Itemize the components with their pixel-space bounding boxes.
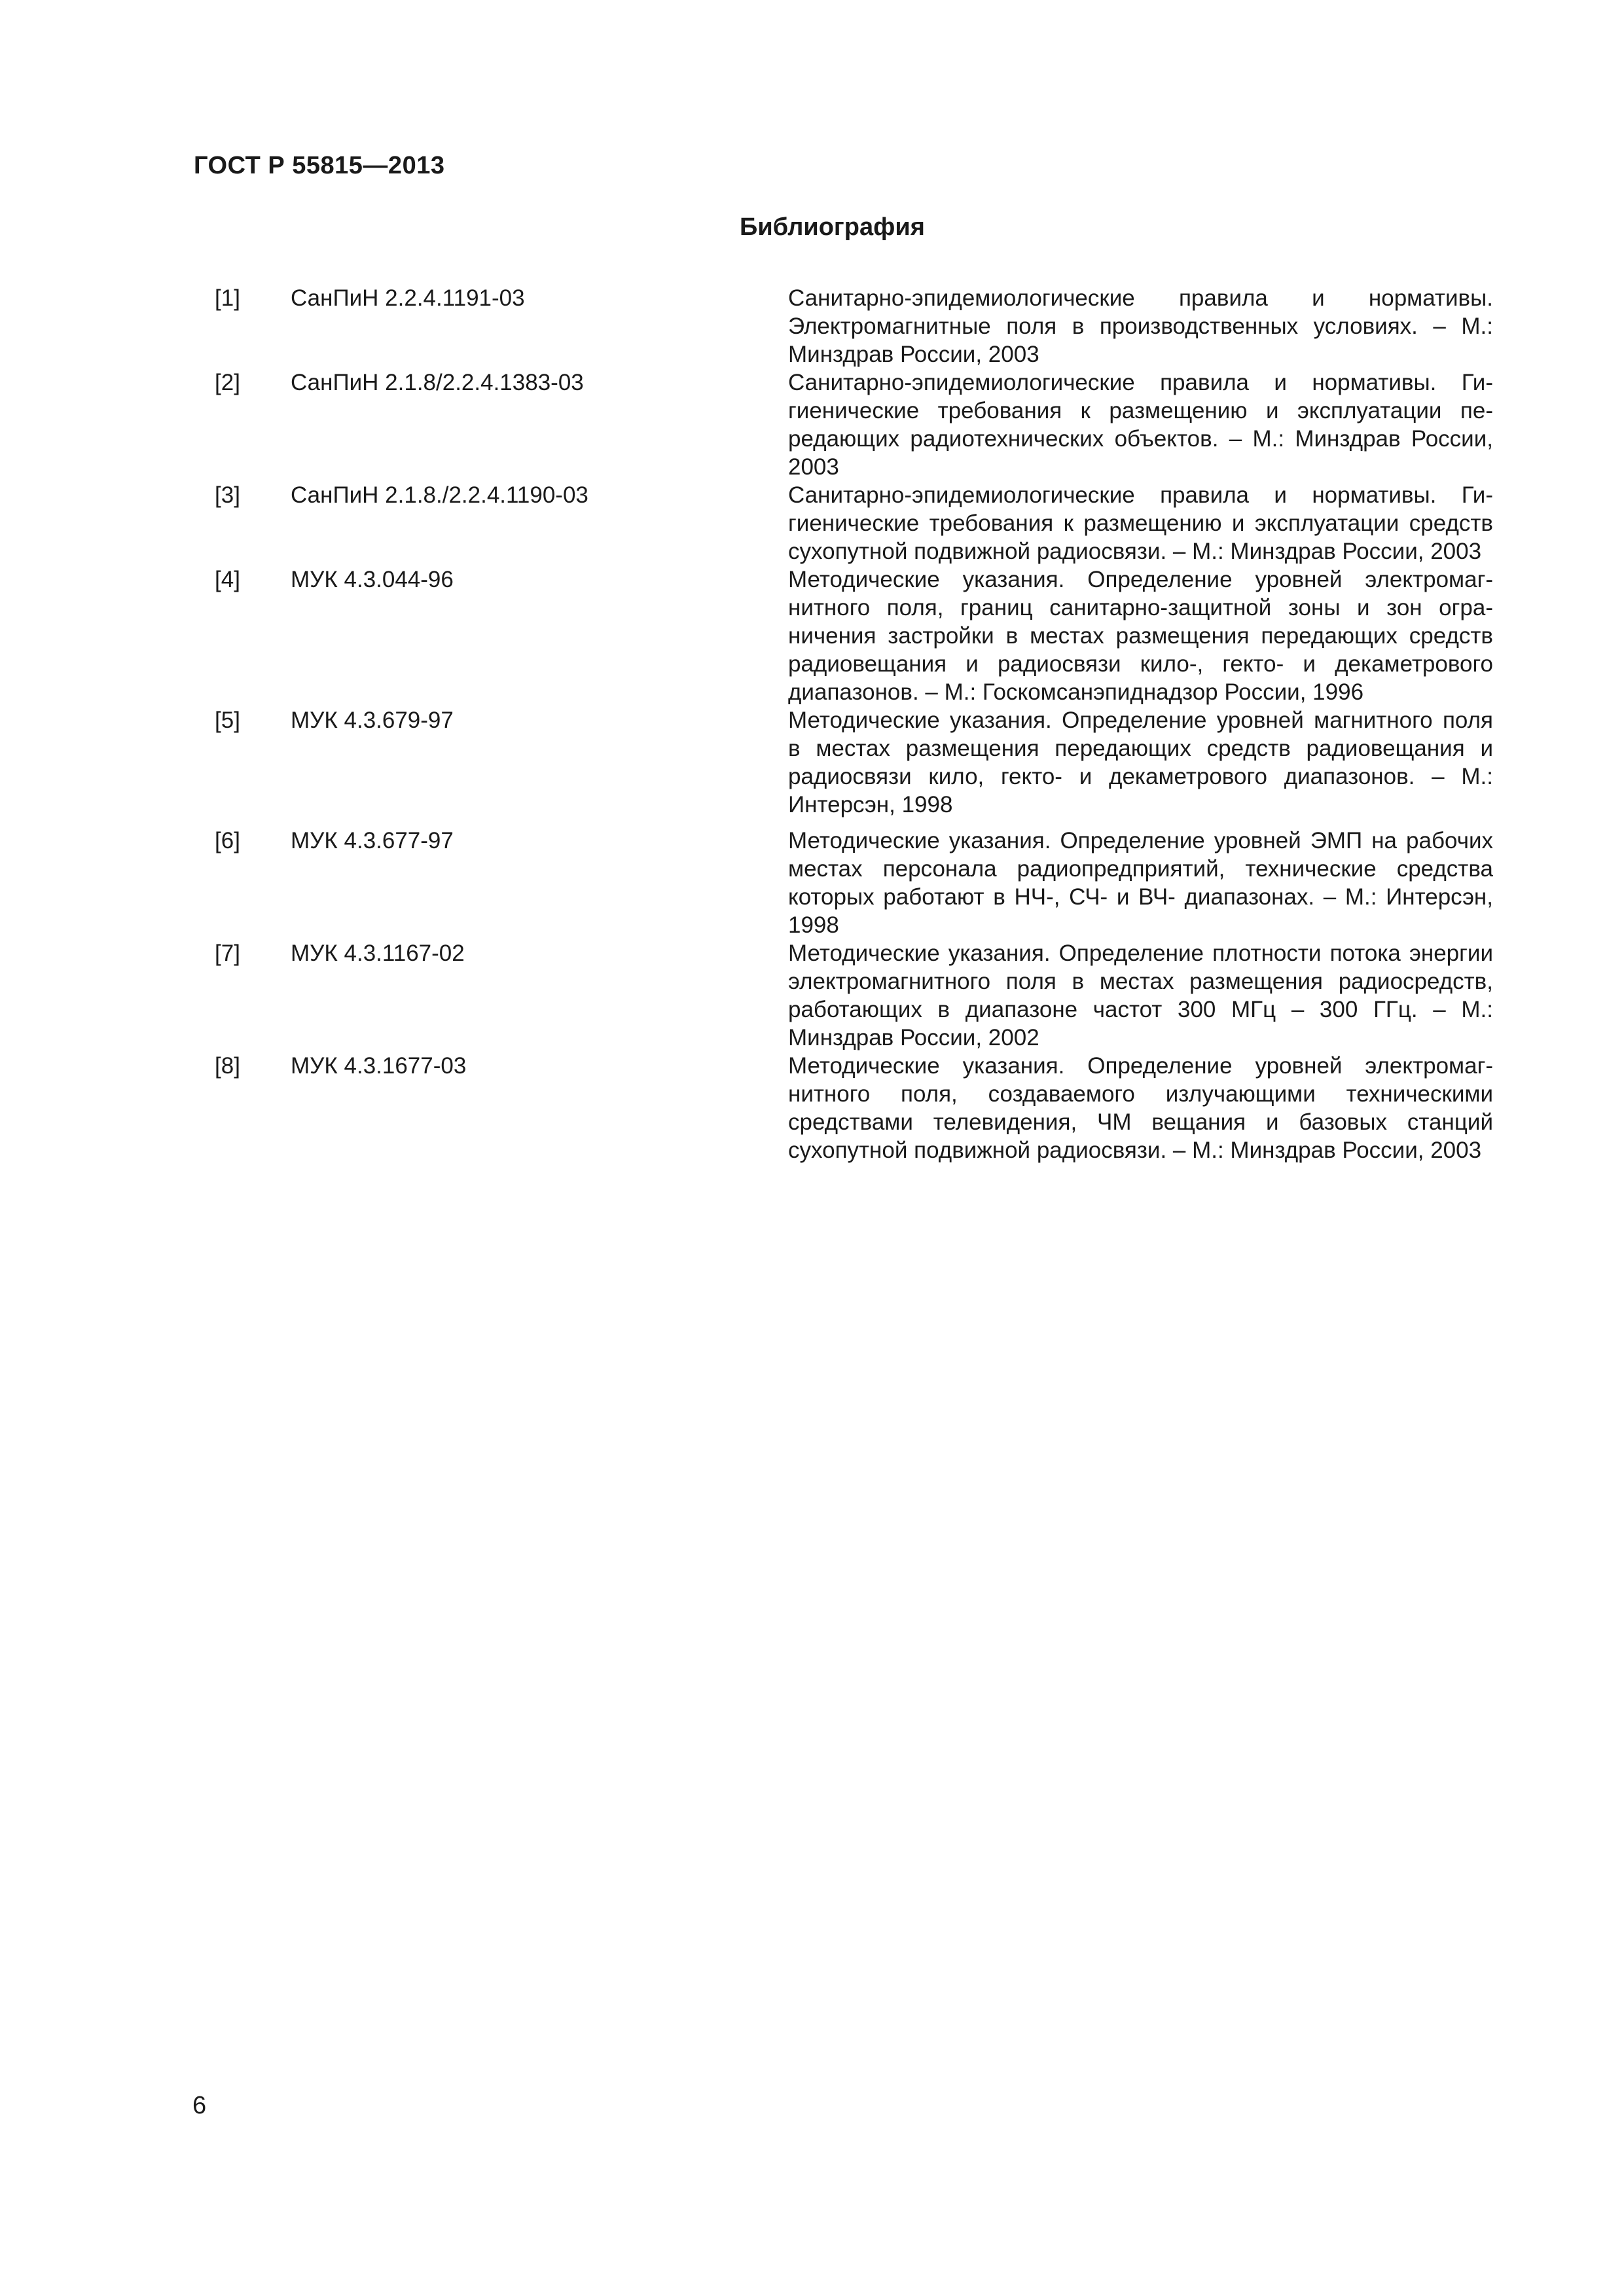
- entry-description: Методические указания. Определение уровней ЭМП на рабочих местах персонала радиопредприятий, технические средства которых работают в НЧ-, СЧ- и ВЧ- диапазонах. – М.: Интерсэн, 1998: [788, 828, 1493, 938]
- bibliography-entry: [194, 565, 1493, 706]
- entry-code: СанПиН 2.2.4.1191-03: [291, 285, 525, 311]
- bibliography-entry: [194, 827, 1493, 939]
- document-header: ГОСТ Р 55815—2013: [194, 152, 445, 179]
- entry-number: [5]: [215, 708, 240, 733]
- entry-code: МУК 4.3.677-97: [291, 828, 454, 853]
- page-number: 6: [192, 2092, 207, 2119]
- entry-description: Санитарно-эпидемиологические правила и нормативы. Гигиенические требования к размещению и эксплуатации передающих радиотехнических объектов. – М.: Минздрав России, 2003: [788, 370, 1493, 480]
- entry-description: Методические указания. Определение уровней электромагнитного поля, границ санитарно-защитной зоны и зон ограничения застройки в местах размещения передающих средств радиовещания и радиосвязи кило-, гекто- и декаметрового диапазонов. – М.: Госкомсанэпиднадзор России, 1996: [788, 567, 1493, 705]
- entry-description: Методические указания. Определение уровней электромагнитного поля, создаваемого излучающими техническими средствами телевидения, ЧМ вещания и базовых станций сухопутной подвижной радиосвязи. – М.: Минздрав России, 2003: [788, 1053, 1493, 1163]
- entry-description: Санитарно-эпидемиологические правила и нормативы. Электромагнитные поля в производственных условиях. – М.: Минздрав России, 2003: [788, 285, 1493, 367]
- entry-description: Методические указания. Определение плотности потока энергии электромагнитного поля в местах размещения радиосредств, работающих в диапазоне частот 300 МГц – 300 ГГц. – М.: Минздрав России, 2002: [788, 941, 1493, 1050]
- entry-code: МУК 4.3.044-96: [291, 567, 454, 592]
- bibliography-entry: [194, 1052, 1493, 1164]
- entry-code: МУК 4.3.679-97: [291, 708, 454, 733]
- entry-number: [3]: [215, 482, 240, 508]
- entry-number: [8]: [215, 1053, 240, 1079]
- entry-code: МУК 4.3.1167-02: [291, 941, 465, 966]
- entry-number: [4]: [215, 567, 240, 592]
- section-title: Библиография: [740, 213, 925, 241]
- bibliography-entry: [194, 939, 1493, 1052]
- bibliography-entry: [194, 481, 1493, 565]
- entry-description: Методические указания. Определение уровней магнитного поля в местах размещения передающих средств радиовещания и радиосвязи кило, гекто- и декаметрового диапазонов. – М.: Интерсэн, 1998: [788, 708, 1493, 817]
- bibliography-entry: [194, 368, 1493, 481]
- entry-number: [6]: [215, 828, 240, 853]
- entry-code: СанПиН 2.1.8/2.2.4.1383-03: [291, 370, 584, 395]
- entry-description: Санитарно-эпидемиологические правила и нормативы. Гигиенические требования к размещению и эксплуатации средств сухопутной подвижной радиосвязи. – М.: Минздрав России, 2003: [788, 482, 1493, 564]
- entry-code: МУК 4.3.1677-03: [291, 1053, 467, 1079]
- entry-number: [1]: [215, 285, 240, 311]
- entry-number: [2]: [215, 370, 240, 395]
- bibliography-list: [194, 284, 1493, 1164]
- entry-number: [7]: [215, 941, 240, 966]
- bibliography-entry: [194, 284, 1493, 368]
- entry-code: СанПиН 2.1.8./2.2.4.1190-03: [291, 482, 588, 508]
- bibliography-entry: [194, 706, 1493, 819]
